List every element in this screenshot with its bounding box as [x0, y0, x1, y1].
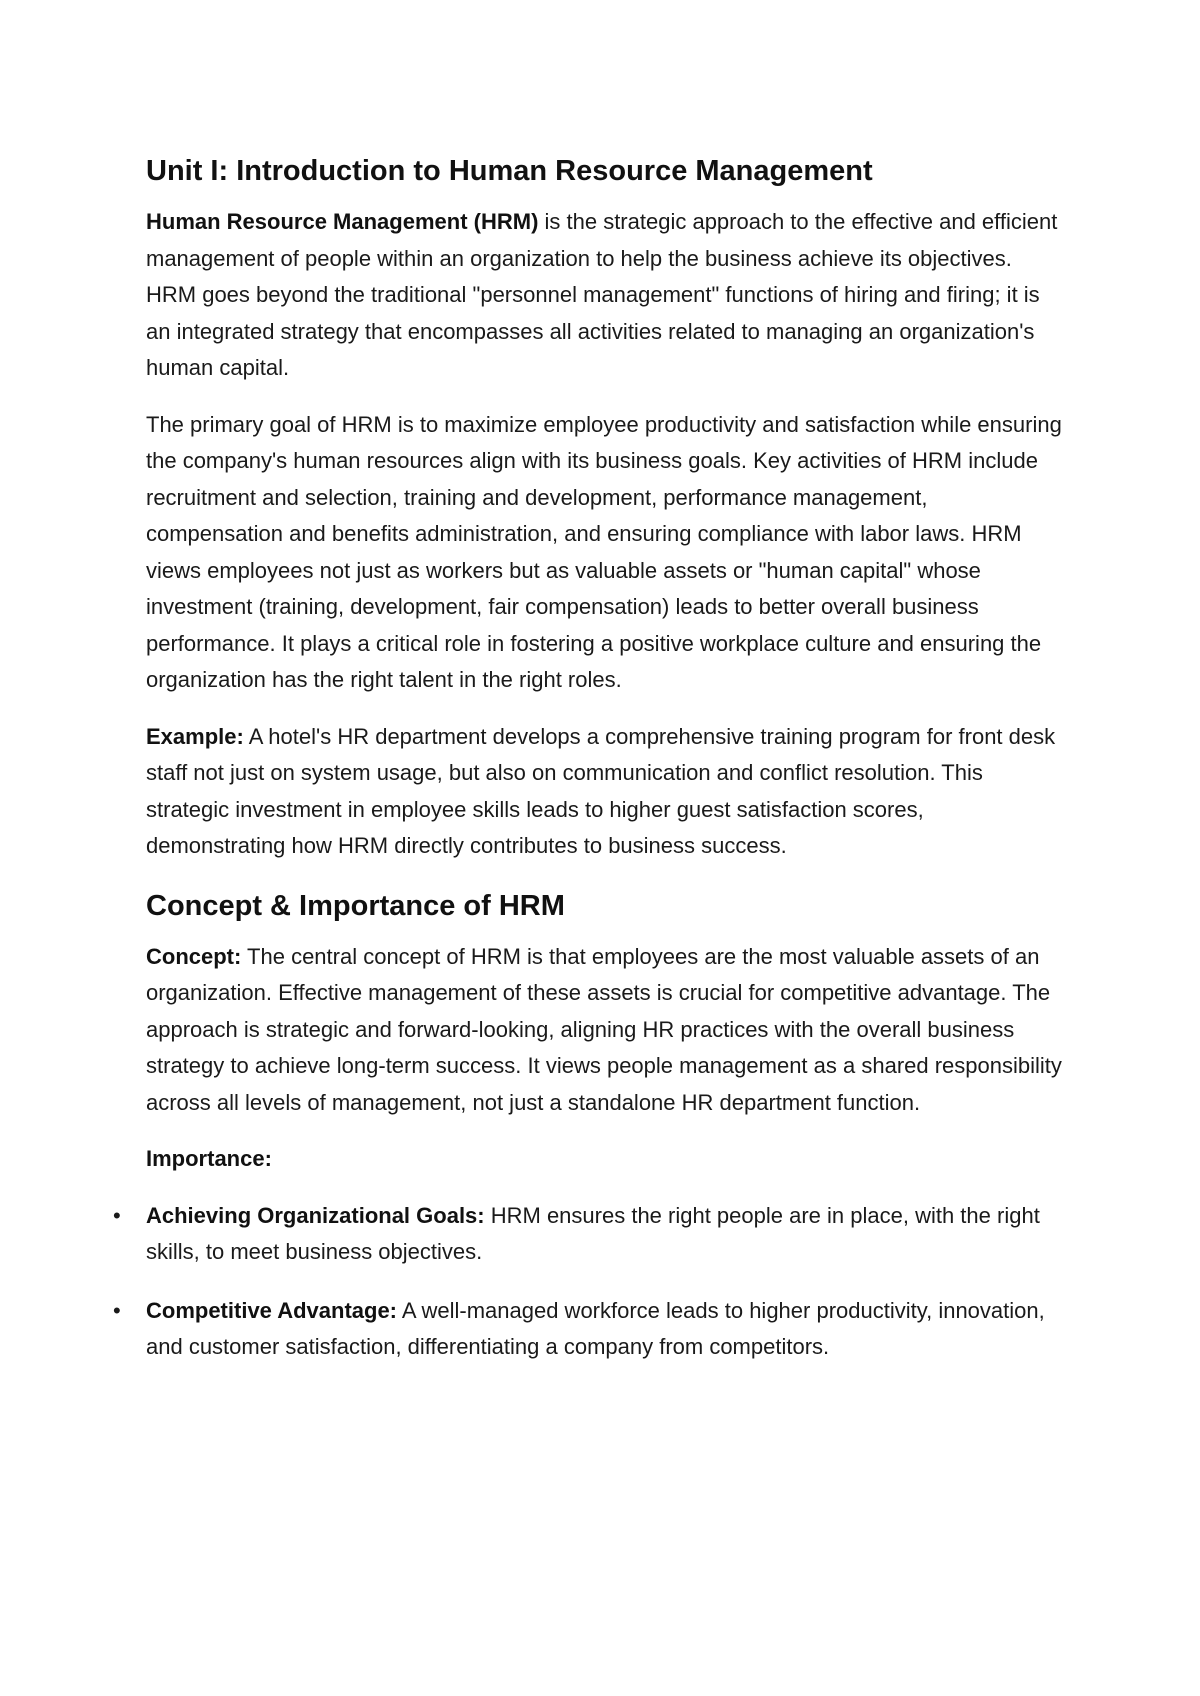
list-item-text: A well-managed workforce leads to higher productivity, innovation, and customer satisfaction, differentiating a company from competitors.: [146, 1297, 1045, 1359]
example-paragraph: [146, 719, 1066, 865]
list-item: [113, 1198, 1066, 1271]
hrm-definition-text: is the strategic approach to the effective and efficient management of people within an organization to help the business achieve its objectives. HRM goes beyond the traditional "personnel management" functions of hiring and firing; it is an integrated strategy that encompasses all activities related to managing an organization's human capital.: [146, 209, 1058, 380]
concept-text: The central concept of HRM is that employees are the most valuable assets of an organization. Effective management of these assets is crucial for competitive advantage. The approach is strategic and forward-looking, aligning HR practices with the overall business strategy to achieve long-term success. It views people management as a shared responsibility across all levels of management, not just a standalone HR department function.: [146, 943, 1062, 1115]
importance-heading: [146, 1141, 1066, 1178]
concept-section-title: Concept & Importance of HRM: [146, 889, 565, 922]
importance-list: [113, 1198, 1066, 1366]
bullet-icon: •: [113, 1297, 121, 1323]
concept-label: Concept:: [146, 943, 242, 969]
list-item-label: Achieving Organizational Goals:: [146, 1202, 485, 1228]
importance-label: Importance:: [146, 1146, 272, 1171]
concept-paragraph: [146, 939, 1066, 1122]
list-item-text: HRM ensures the right people are in place, with the right skills, to meet business objectives.: [146, 1202, 1040, 1264]
list-item: [113, 1293, 1066, 1366]
example-text: A hotel's HR department develops a comprehensive training program for front desk staff not just on system usage, but also on communication and conflict resolution. This strategic investment in employee skills leads to higher guest satisfaction scores, demonstrating how HRM directly contributes to business success.: [146, 723, 1056, 858]
hrm-term: Human Resource Management (HRM): [146, 209, 539, 234]
example-label: Example:: [146, 723, 244, 749]
list-item-label: Competitive Advantage:: [146, 1297, 398, 1323]
hrm-definition-paragraph: [146, 204, 1066, 387]
hrm-goal-paragraph: The primary goal of HRM is to maximize employee productivity and satisfaction while ensuring the company's human resources align with its business goals. Key activities of HRM include recruitment and selection, training and development, performance management, compensation and benefits administration, and ensuring compliance with labor laws. HRM views employees not just as workers but as valuable assets or "human capital" whose investment (training, development, fair compensation) leads to better overall business performance. It plays a critical role in fostering a positive workplace culture and ensuring the organization has the right talent in the right roles.: [146, 411, 1062, 692]
document-page: [113, 150, 1066, 1388]
bullet-icon: •: [113, 1202, 121, 1228]
unit-title: Unit I: Introduction to Human Resource Management: [146, 155, 873, 187]
